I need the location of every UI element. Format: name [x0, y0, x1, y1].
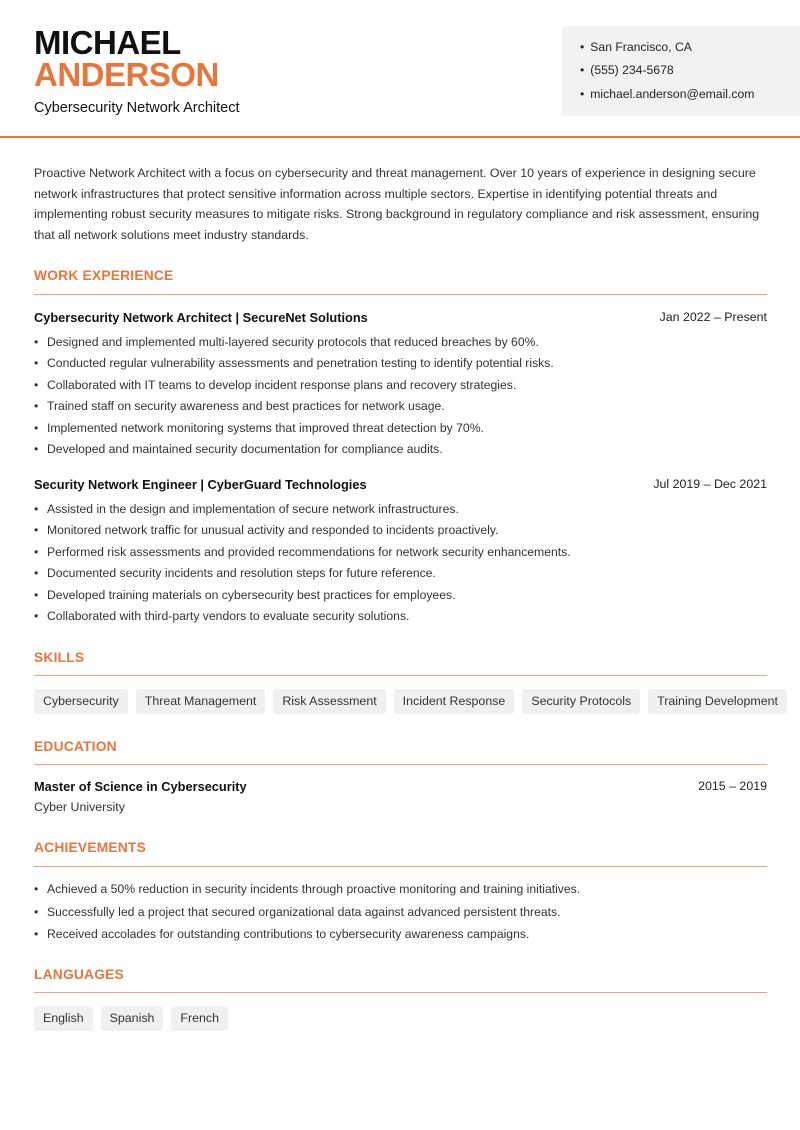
list-item: • Conducted regular vulnerability assessments and penetration testing to identify potential risks.: [34, 353, 768, 374]
list-item: • Developed training materials on cybersecurity best practices for employees.: [34, 585, 768, 606]
section-divider: [34, 294, 767, 295]
section-divider: [34, 764, 767, 765]
list-item: • Documented security incidents and resolution steps for future reference.: [34, 563, 768, 584]
list-item: • Successfully led a project that secured organizational data against advanced persistent threats.: [34, 901, 768, 924]
list-item: • Achieved a 50% reduction in security incidents through proactive monitoring and training initiatives.: [34, 878, 768, 901]
education-school: Cyber University: [34, 800, 125, 814]
resume-header: [0, 0, 800, 138]
skill-tag: Risk Assessment: [273, 689, 385, 714]
contact-phone: • (555) 234-5678: [580, 63, 674, 77]
job-bullets-2: [34, 499, 768, 627]
languages-heading: LANGUAGES: [34, 967, 124, 982]
summary-text: Proactive Network Architect with a focus on cybersecurity and threat management. Over 10 years of experience in designing secure network infrastructures that protect sensitive information across multiple sectors. Expertise in identifying potential threats and implementing robust security measures to mitigate risks. Strong background in regulatory compliance and risk assessment, ensuring that all network solutions meet industry standards.: [34, 166, 760, 243]
job-dates-2: Jul 2019 – Dec 2021: [653, 477, 767, 491]
list-item: • Developed and maintained security documentation for compliance audits.: [34, 439, 768, 460]
education-degree: Master of Science in Cybersecurity: [34, 779, 247, 794]
achievements-list: [34, 878, 768, 946]
section-divider: [34, 866, 767, 867]
first-name: MICHAEL: [34, 24, 181, 61]
job-bullets-1: [34, 332, 768, 460]
list-item: • Collaborated with third-party vendors to evaluate security solutions.: [34, 606, 768, 627]
last-name: ANDERSON: [34, 56, 219, 93]
skills-list: [34, 689, 787, 714]
skill-tag: Incident Response: [394, 689, 515, 714]
languages-list: [34, 1006, 228, 1031]
job-title-1: Cybersecurity Network Architect | SecureNet Solutions: [34, 310, 368, 325]
skills-heading: SKILLS: [34, 650, 85, 665]
achievements-heading: ACHIEVEMENTS: [34, 840, 147, 855]
language-tag: French: [171, 1006, 228, 1031]
list-item: • Implemented network monitoring systems that improved threat detection by 70%.: [34, 418, 768, 439]
job-title-2: Security Network Engineer | CyberGuard Technologies: [34, 477, 367, 492]
job-dates-1: Jan 2022 – Present: [659, 310, 767, 324]
work-experience-heading: WORK EXPERIENCE: [34, 268, 174, 283]
skill-tag: Security Protocols: [522, 689, 640, 714]
skill-tag: Training Development: [648, 689, 787, 714]
education-dates: 2015 – 2019: [698, 779, 767, 793]
list-item: • Trained staff on security awareness and best practices for network usage.: [34, 396, 768, 417]
list-item: • Collaborated with IT teams to develop incident response plans and recovery strategies.: [34, 375, 768, 396]
job-title: Cybersecurity Network Architect: [34, 100, 240, 116]
contact-email: • michael.anderson@email.com: [580, 87, 754, 101]
list-item: • Designed and implemented multi-layered security protocols that reduced breaches by 60%.: [34, 332, 768, 353]
list-item: • Monitored network traffic for unusual activity and responded to incidents proactively.: [34, 520, 768, 541]
list-item: • Performed risk assessments and provided recommendations for network security enhancements.: [34, 542, 768, 563]
education-heading: EDUCATION: [34, 739, 117, 754]
section-divider: [34, 992, 767, 993]
section-divider: [34, 675, 767, 676]
list-item: • Assisted in the design and implementation of secure network infrastructures.: [34, 499, 768, 520]
language-tag: English: [34, 1006, 93, 1031]
skill-tag: Threat Management: [136, 689, 266, 714]
contact-location: • San Francisco, CA: [580, 40, 692, 54]
list-item: • Received accolades for outstanding contributions to cybersecurity awareness campaigns.: [34, 923, 768, 946]
skill-tag: Cybersecurity: [34, 689, 128, 714]
language-tag: Spanish: [101, 1006, 164, 1031]
contact-box: [562, 26, 800, 116]
